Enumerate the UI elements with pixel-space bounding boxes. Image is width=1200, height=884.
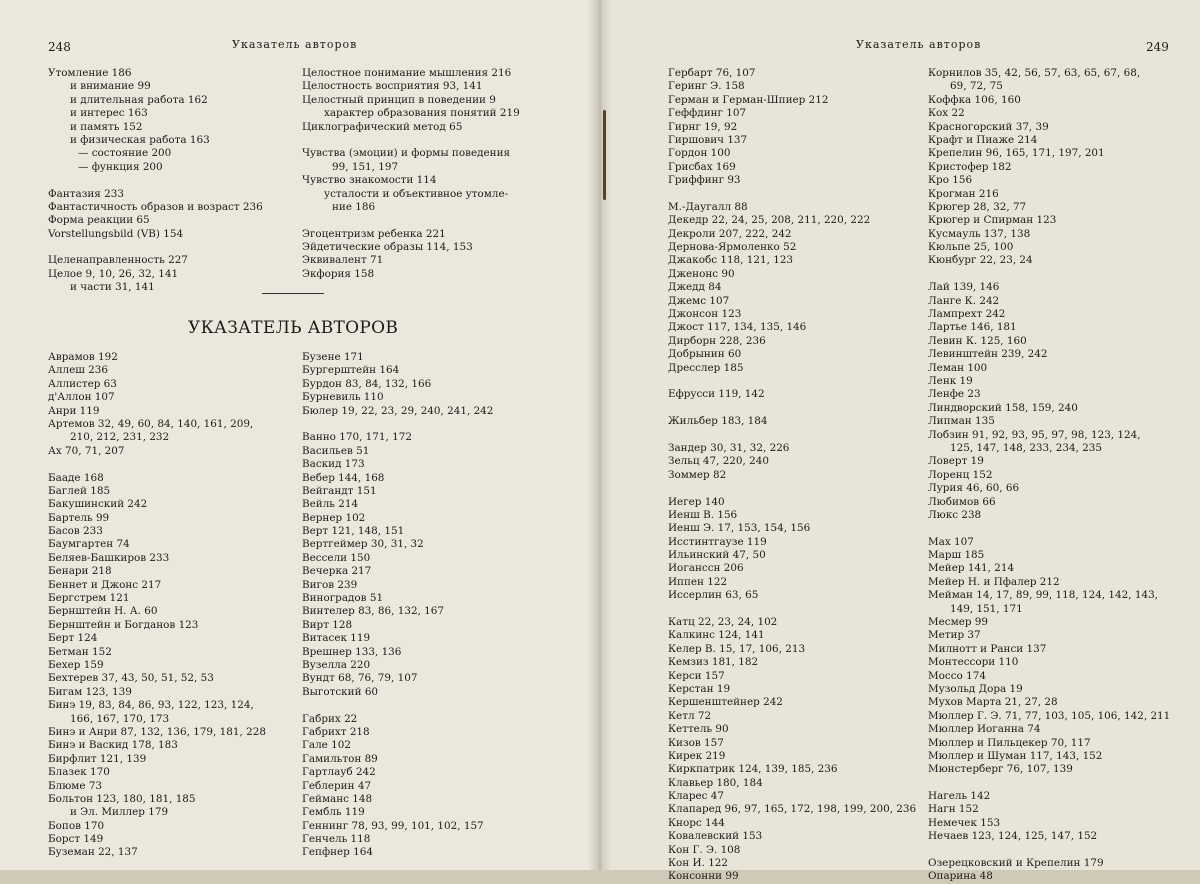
entry-spacer [302, 418, 493, 431]
index-entry: Кемзиз 181, 182 [668, 656, 759, 669]
index-entry: Гейманс 148 [302, 792, 373, 805]
index-entry: Геринг Э. 158 [668, 80, 745, 93]
entry-spacer [48, 174, 263, 187]
entry-spacer [928, 268, 1170, 281]
index-entry: Вейль 214 [302, 498, 359, 511]
index-entry: Лоренц 152 [928, 468, 993, 481]
index-entry: Бопов 170 [48, 819, 105, 832]
index-entry: Лурия 46, 60, 66 [928, 482, 1020, 495]
index-entry: Ах 70, 71, 207 [48, 444, 125, 457]
index-entry: Ланге К. 242 [928, 294, 1000, 307]
index-entry: Жильбер 183, 184 [668, 415, 768, 428]
index-entry: Вессели 150 [302, 551, 371, 564]
index-entry: Вернер 102 [302, 511, 366, 524]
entry-spacer [48, 458, 266, 471]
index-entry: Люкс 238 [928, 508, 982, 521]
index-entry: Генчель 118 [302, 833, 371, 846]
index-entry: Клапаред 96, 97, 165, 172, 198, 199, 200, 236 [668, 803, 917, 816]
index-entry: Катц 22, 23, 24, 102 [668, 616, 778, 629]
index-entry: Бурневиль 110 [302, 391, 384, 404]
index-entry: Мухов Марта 21, 27, 28 [928, 696, 1058, 709]
index-entry: и длительная работа 162 [70, 93, 208, 106]
index-entry: Артемов 32, 49, 60, 84, 140, 161, 209, [48, 417, 254, 430]
entry-spacer [668, 188, 916, 201]
index-entry: и Эл. Миллер 179 [70, 806, 169, 819]
index-entry: Мюллер Иоганна 74 [928, 723, 1041, 736]
index-entry: Бааде 168 [48, 471, 104, 484]
index-entry: 125, 147, 148, 233, 234, 235 [950, 441, 1103, 454]
index-entry: Чувства (эмоции) и формы поведения [302, 147, 511, 160]
binding-thread [603, 110, 606, 200]
entry-spacer [928, 777, 1170, 790]
index-entry: Бинэ и Анри 87, 132, 136, 179, 181, 228 [48, 725, 266, 738]
index-entry: Корнилов 35, 42, 56, 57, 63, 65, 67, 68, [928, 67, 1141, 79]
entry-spacer [302, 214, 520, 227]
index-entry: Вебер 144, 168 [302, 471, 385, 484]
index-entry: 99, 151, 197 [332, 160, 399, 173]
index-entry: Кизов 157 [668, 736, 724, 749]
index-entry: Грисбах 169 [668, 160, 736, 173]
index-entry: Кирек 219 [668, 749, 726, 762]
index-entry: Аллистер 63 [48, 377, 117, 390]
entry-spacer [668, 482, 916, 495]
index-entry: Аллеш 236 [48, 364, 109, 377]
index-entry: Выготский 60 [302, 685, 379, 698]
index-entry: Витасек 119 [302, 632, 371, 645]
index-entry: Бакушинский 242 [48, 498, 148, 511]
index-entry: Вигов 239 [302, 578, 358, 591]
index-entry: Борст 149 [48, 833, 104, 846]
index-entry: 210, 212, 231, 232 [70, 431, 170, 444]
author-index-title: УКАЗАТЕЛЬ АВТОРОВ [188, 318, 399, 338]
index-entry: Форма реакции 65 [48, 214, 150, 227]
index-entry: Геффдинг 107 [668, 107, 747, 120]
index-entry: Бургерштейн 164 [302, 364, 400, 377]
entry-spacer [668, 402, 916, 415]
index-entry: Декроли 207, 222, 242 [668, 227, 792, 240]
index-entry: Кристофер 182 [928, 160, 1012, 173]
index-entry: Дернова-Ярмоленко 52 [668, 241, 797, 254]
index-entry: Джедд 84 [668, 281, 722, 294]
index-entry: Vorstellungsbild (VB) 154 [48, 227, 184, 240]
index-entry: Дженонс 90 [668, 267, 735, 280]
index-entry: Керстан 19 [668, 682, 731, 695]
entry-spacer [928, 844, 1170, 857]
index-entry: Мейман 14, 17, 89, 99, 118, 124, 142, 143, [928, 589, 1158, 602]
index-entry: Гамильтон 89 [302, 752, 378, 765]
index-entry: Красногорский 37, 39 [928, 120, 1049, 133]
index-entry: Анри 119 [48, 404, 100, 417]
index-entry: Крюгер 28, 32, 77 [928, 200, 1027, 213]
subject-index-column-1 [48, 67, 263, 295]
index-entry: Иппен 122 [668, 575, 728, 588]
index-entry: Бехер 159 [48, 658, 104, 671]
index-entry: Крогман 216 [928, 187, 999, 200]
index-entry: Фантазия 233 [48, 187, 124, 200]
index-entry: Ефрусси 119, 142 [668, 388, 765, 401]
index-entry: Консонни 99 [668, 870, 739, 883]
entry-spacer [668, 429, 916, 442]
index-entry: Мейер Н. и Пфалер 212 [928, 575, 1060, 588]
index-entry: Вирт 128 [302, 618, 353, 631]
index-entry: Мюнстерберг 76, 107, 139 [928, 763, 1073, 776]
author-index-column-1 [48, 351, 266, 860]
index-entry: Врешнер 133, 136 [302, 645, 402, 658]
index-entry: Нагн 152 [928, 803, 979, 816]
index-entry: Беляев-Башкиров 233 [48, 551, 170, 564]
index-entry: Джост 117, 134, 135, 146 [668, 321, 807, 334]
index-entry: Иегер 140 [668, 495, 725, 508]
entry-spacer [302, 699, 493, 712]
index-entry: Бигам 123, 139 [48, 685, 132, 698]
index-entry: Ленк 19 [928, 374, 973, 387]
index-entry: Нагель 142 [928, 790, 991, 803]
index-entry: Музольд Дора 19 [928, 682, 1023, 695]
index-entry: Габрихт 218 [302, 725, 370, 738]
entry-spacer [928, 522, 1170, 535]
index-entry: Буземан 22, 137 [48, 846, 138, 859]
index-entry: Бузене 171 [302, 351, 364, 363]
index-entry: Ильинский 47, 50 [668, 549, 766, 562]
index-entry: М.-Даугалл 88 [668, 200, 748, 213]
index-entry: Бенари 218 [48, 565, 112, 578]
right-page [598, 0, 1200, 883]
index-entry: Верт 121, 148, 151 [302, 525, 405, 538]
index-entry: Целое 9, 10, 26, 32, 141 [48, 267, 179, 280]
index-entry: и внимание 99 [70, 80, 151, 93]
index-entry: Циклографический метод 65 [302, 120, 463, 133]
index-entry: Добрынин 60 [668, 348, 742, 361]
index-entry: Зоммер 82 [668, 468, 727, 481]
index-entry: Кеттель 90 [668, 723, 729, 736]
index-entry: — состояние 200 [78, 147, 172, 160]
index-entry: Басов 233 [48, 525, 103, 538]
index-entry: Эквивалент 71 [302, 254, 384, 267]
index-entry: Бюлер 19, 22, 23, 29, 240, 241, 242 [302, 404, 494, 417]
index-entry: Опарина 48 [928, 870, 993, 883]
index-entry: Лампрехт 242 [928, 308, 1006, 321]
index-entry: Вечерка 217 [302, 565, 372, 578]
index-entry: Крафт и Пиаже 214 [928, 133, 1038, 146]
index-entry: Иоганссн 206 [668, 562, 744, 575]
index-entry: Леман 100 [928, 361, 988, 374]
index-entry: Аврамов 192 [48, 351, 118, 363]
index-entry: Эйдетические образы 114, 153 [302, 241, 473, 254]
index-entry: Калкинс 124, 141 [668, 629, 765, 642]
index-entry: Кусмауль 137, 138 [928, 227, 1031, 240]
index-entry: Утомление 186 [48, 67, 132, 79]
index-entry: Гембль 119 [302, 806, 365, 819]
index-entry: Чувство знакомости 114 [302, 174, 437, 187]
index-entry: Гале 102 [302, 739, 351, 752]
index-entry: Гирнг 19, 92 [668, 120, 738, 133]
index-entry: 69, 72, 75 [950, 80, 1003, 93]
index-entry: Киркпатрик 124, 139, 185, 236 [668, 763, 838, 776]
index-entry: Вейгандт 151 [302, 484, 377, 497]
index-entry: Блазек 170 [48, 766, 110, 779]
author-index-column-4 [928, 67, 1170, 884]
index-entry: Беннет и Джонс 217 [48, 578, 162, 591]
index-entry: Ловерт 19 [928, 455, 984, 468]
index-entry: Ковалевский 153 [668, 830, 763, 843]
index-entry: Гриффинг 93 [668, 174, 741, 187]
index-entry: д'Аллон 107 [48, 391, 115, 404]
index-entry: Немечек 153 [928, 816, 1001, 829]
left-page-number: 248 [48, 40, 71, 54]
index-entry: Озерецковский и Крепелин 179 [928, 857, 1104, 870]
left-running-header: Указатель авторов [232, 38, 358, 51]
index-entry: Любимов 66 [928, 495, 996, 508]
index-entry: Иенш Э. 17, 153, 154, 156 [668, 522, 811, 535]
index-entry: Больтон 123, 180, 181, 185 [48, 792, 196, 805]
index-entry: Крепелин 96, 165, 171, 197, 201 [928, 147, 1105, 160]
index-entry: Бинэ 19, 83, 84, 86, 93, 122, 123, 124, [48, 699, 254, 712]
right-running-header: Указатель авторов [856, 38, 982, 51]
index-entry: характер образования понятий 219 [324, 107, 520, 120]
index-entry: Гербарт 76, 107 [668, 67, 756, 79]
index-entry: Месмер 99 [928, 616, 989, 629]
index-entry: Мюллер и Пильцекер 70, 117 [928, 736, 1091, 749]
index-entry: Иенш В. 156 [668, 508, 738, 521]
index-entry: Келер В. 15, 17, 106, 213 [668, 642, 806, 655]
index-entry: Винтелер 83, 86, 132, 167 [302, 605, 445, 618]
index-entry: Джакобс 118, 121, 123 [668, 254, 794, 267]
left-page [0, 0, 598, 870]
index-entry: Декедр 22, 24, 25, 208, 211, 220, 222 [668, 214, 871, 227]
index-entry: Бинэ и Васкид 178, 183 [48, 739, 178, 752]
index-entry: Бетман 152 [48, 645, 112, 658]
index-entry: Лай 139, 146 [928, 281, 1000, 294]
index-entry: Кюльпе 25, 100 [928, 241, 1014, 254]
index-entry: Кон И. 122 [668, 857, 729, 870]
index-entry: 149, 151, 171 [950, 602, 1023, 615]
index-entry: Геннинг 78, 93, 99, 101, 102, 157 [302, 819, 484, 832]
right-page-number: 249 [1146, 40, 1169, 54]
section-divider [262, 293, 324, 294]
index-entry: Мах 107 [928, 535, 974, 548]
index-entry: Иссерлин 63, 65 [668, 589, 759, 602]
index-entry: Бергстрем 121 [48, 592, 130, 605]
index-entry: 166, 167, 170, 173 [70, 712, 170, 725]
index-entry: Коффка 106, 160 [928, 93, 1021, 106]
index-entry: Целостный принцип в поведении 9 [302, 93, 496, 106]
index-entry: Габрих 22 [302, 712, 358, 725]
index-entry: Целенаправленность 227 [48, 254, 188, 267]
book-gutter [588, 0, 612, 870]
index-entry: Нечаев 123, 124, 125, 147, 152 [928, 830, 1098, 843]
index-entry: Лобзин 91, 92, 93, 95, 97, 98, 123, 124, [928, 428, 1141, 441]
index-entry: Гепфнер 164 [302, 846, 373, 859]
index-entry: Фантастичность образов и возраст 236 [48, 200, 263, 213]
index-entry: Геблерин 47 [302, 779, 372, 792]
index-entry: Целостное понимание мышления 216 [302, 67, 512, 79]
index-entry: ние 186 [332, 200, 376, 213]
index-entry: Монтессори 110 [928, 656, 1019, 669]
index-entry: Дресслер 185 [668, 361, 744, 374]
author-index-column-3 [668, 67, 916, 884]
index-entry: Моссо 174 [928, 669, 986, 682]
index-entry: Мюллер Г. Э. 71, 77, 103, 105, 106, 142, 211 [928, 709, 1171, 722]
index-entry: Джонсон 123 [668, 308, 742, 321]
index-entry: Берт 124 [48, 632, 98, 645]
index-entry: Бурдон 83, 84, 132, 166 [302, 377, 432, 390]
index-entry: Клавьер 180, 184 [668, 776, 763, 789]
index-entry: усталости и объективное утомле- [324, 187, 509, 200]
index-entry: Блюме 73 [48, 779, 103, 792]
index-entry: Целостность восприятия 93, 141 [302, 80, 483, 93]
index-entry: и части 31, 141 [70, 281, 155, 294]
index-entry: Липман 135 [928, 415, 995, 428]
index-entry: Кершенштейнер 242 [668, 696, 783, 709]
index-entry: Дирборн 228, 236 [668, 334, 766, 347]
index-entry: Гартлауб 242 [302, 766, 376, 779]
index-entry: и физическая работа 163 [70, 133, 210, 146]
author-index-column-2 [302, 351, 493, 860]
index-entry: Ленфе 23 [928, 388, 981, 401]
index-entry: Кон Г. Э. 108 [668, 843, 741, 856]
index-entry: Кнорс 144 [668, 816, 725, 829]
subject-index-column-2 [302, 67, 520, 281]
index-entry: Исстинтгаузе 119 [668, 535, 767, 548]
index-entry: Крюгер и Спирман 123 [928, 214, 1057, 227]
index-entry: Ванно 170, 171, 172 [302, 431, 412, 444]
index-entry: Баумгартен 74 [48, 538, 130, 551]
index-entry: Джемс 107 [668, 294, 730, 307]
index-entry: Мейер 141, 214 [928, 562, 1015, 575]
index-entry: Зельц 47, 220, 240 [668, 455, 769, 468]
index-entry: и память 152 [70, 120, 143, 133]
index-entry: Бехтерев 37, 43, 50, 51, 52, 53 [48, 672, 214, 685]
index-entry: Мюллер и Шуман 117, 143, 152 [928, 749, 1103, 762]
index-entry: Бернштейн и Богданов 123 [48, 618, 199, 631]
index-entry: Лартье 146, 181 [928, 321, 1017, 334]
entry-spacer [668, 375, 916, 388]
index-entry: Керси 157 [668, 669, 725, 682]
index-entry: Левинштейн 239, 242 [928, 348, 1048, 361]
index-entry: Милнотт и Ранси 137 [928, 642, 1047, 655]
index-entry: Кох 22 [928, 107, 965, 120]
index-entry: Гиршович 137 [668, 133, 748, 146]
entry-spacer [48, 241, 263, 254]
index-entry: — функция 200 [78, 160, 163, 173]
index-entry: Зандер 30, 31, 32, 226 [668, 441, 790, 454]
index-entry: Герман и Герман-Шпиер 212 [668, 93, 829, 106]
index-entry: Бартель 99 [48, 511, 110, 524]
index-entry: Кро 156 [928, 174, 973, 187]
index-entry: Кетл 72 [668, 709, 712, 722]
index-entry: Бернштейн Н. А. 60 [48, 605, 158, 618]
index-entry: Вундт 68, 76, 79, 107 [302, 672, 418, 685]
index-entry: Линдворский 158, 159, 240 [928, 401, 1078, 414]
entry-spacer [302, 134, 520, 147]
index-entry: Метир 37 [928, 629, 981, 642]
index-entry: Эгоцентризм ребенка 221 [302, 227, 446, 240]
index-entry: Виноградов 51 [302, 592, 384, 605]
index-entry: Кларес 47 [668, 790, 724, 803]
entry-spacer [668, 603, 916, 616]
index-entry: Баглей 185 [48, 484, 111, 497]
index-entry: Марш 185 [928, 549, 985, 562]
index-entry: Кюнбург 22, 23, 24 [928, 254, 1033, 267]
index-entry: Васильев 51 [302, 444, 370, 457]
index-entry: Экфория 158 [302, 267, 375, 280]
index-entry: Вертгеймер 30, 31, 32 [302, 538, 424, 551]
index-entry: Бирфлит 121, 139 [48, 752, 147, 765]
index-entry: Гордон 100 [668, 147, 731, 160]
index-entry: Вузелла 220 [302, 658, 371, 671]
index-entry: Левин К. 125, 160 [928, 334, 1027, 347]
index-entry: Васкид 173 [302, 458, 365, 471]
index-entry: и интерес 163 [70, 107, 148, 120]
